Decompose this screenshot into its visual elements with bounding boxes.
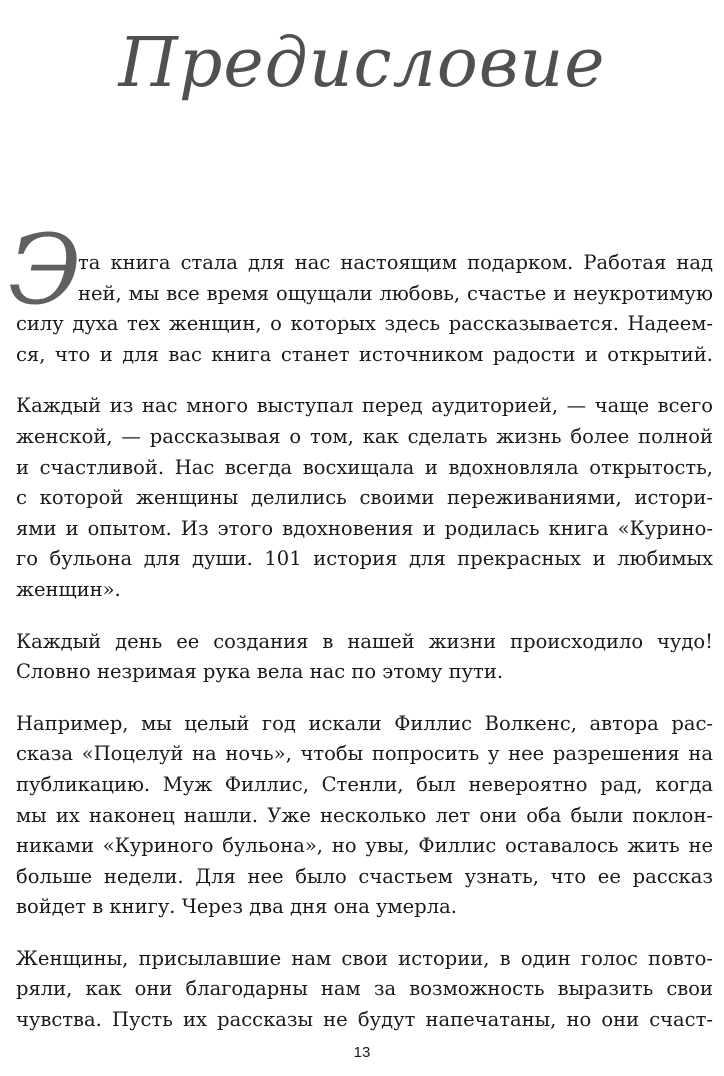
text-line: и счастливой. Нас всегда восхищала и вдохновляла открытость, [16, 455, 713, 479]
text-line: силу духа тех женщин, о которых здесь рассказывается. Надеем- [16, 312, 713, 336]
text-line: Например, мы целый год искали Филлис Волкенс, автора рас- [16, 711, 713, 735]
drop-cap: Э [8, 214, 82, 326]
page-title: Предисловие [118, 24, 606, 103]
text-line: Женщины, присылавшие нам свои истории, в один голос повто- [16, 946, 713, 970]
text-line: го бульона для души. 101 история для прекрасных и любимых [16, 547, 713, 571]
paragraph-1 [8, 214, 713, 370]
paragraph-3 [16, 627, 713, 688]
page-number: 13 [353, 1044, 371, 1061]
text-line: больше недели. Для нее было счастьем узнать, что ее рассказ [16, 864, 713, 888]
paragraph-5 [16, 944, 713, 1036]
paragraph-4 [16, 709, 713, 923]
text-line: Каждый из нас много выступал перед аудиторией, — чаще всего [16, 394, 713, 418]
text-line: публикацию. Муж Филлис, Стенли, был невероятно рад, когда [16, 772, 713, 796]
text-line: Словно незримая рука вела нас по этому пути. [16, 660, 504, 684]
text-line: с которой женщины делились своими переживаниями, истори- [16, 486, 713, 510]
text-line: женской, — рассказывая о том, как сделать жизнь более полной [16, 424, 713, 448]
text-line: мы их наконец нашли. Уже несколько лет они оба были поклон- [16, 803, 713, 827]
text-line: та книга стала для нас настоящим подарком. Работая над [78, 251, 713, 274]
text-line: ями и опытом. Из этого вдохновения и родилась книга «Курино- [16, 516, 713, 540]
text-line: ся, что и для вас книга станет источником радости и открытий. [16, 342, 713, 366]
text-line: Каждый день ее создания в нашей жизни происходило чудо! [16, 629, 713, 653]
text-line: ней, мы все время ощущали любовь, счастье и неукротимую [78, 281, 713, 305]
text-line: сказа «Поцелуй на ночь», чтобы попросить у нее разрешения на [16, 742, 713, 766]
text-line: чувства. Пусть их рассказы не будут напечатаны, но они счаст- [16, 1008, 713, 1032]
text-line: никами «Куриного бульона», но увы, Филлис оставалось жить не [16, 834, 713, 858]
paragraph-2 [16, 391, 713, 605]
body-text [8, 214, 713, 1057]
text-line: ряли, как они благодарны нам за возможность выразить свои [16, 977, 713, 1001]
text-line: женщин». [16, 577, 121, 601]
text-line: войдет в книгу. Через два дня она умерла. [16, 895, 457, 919]
